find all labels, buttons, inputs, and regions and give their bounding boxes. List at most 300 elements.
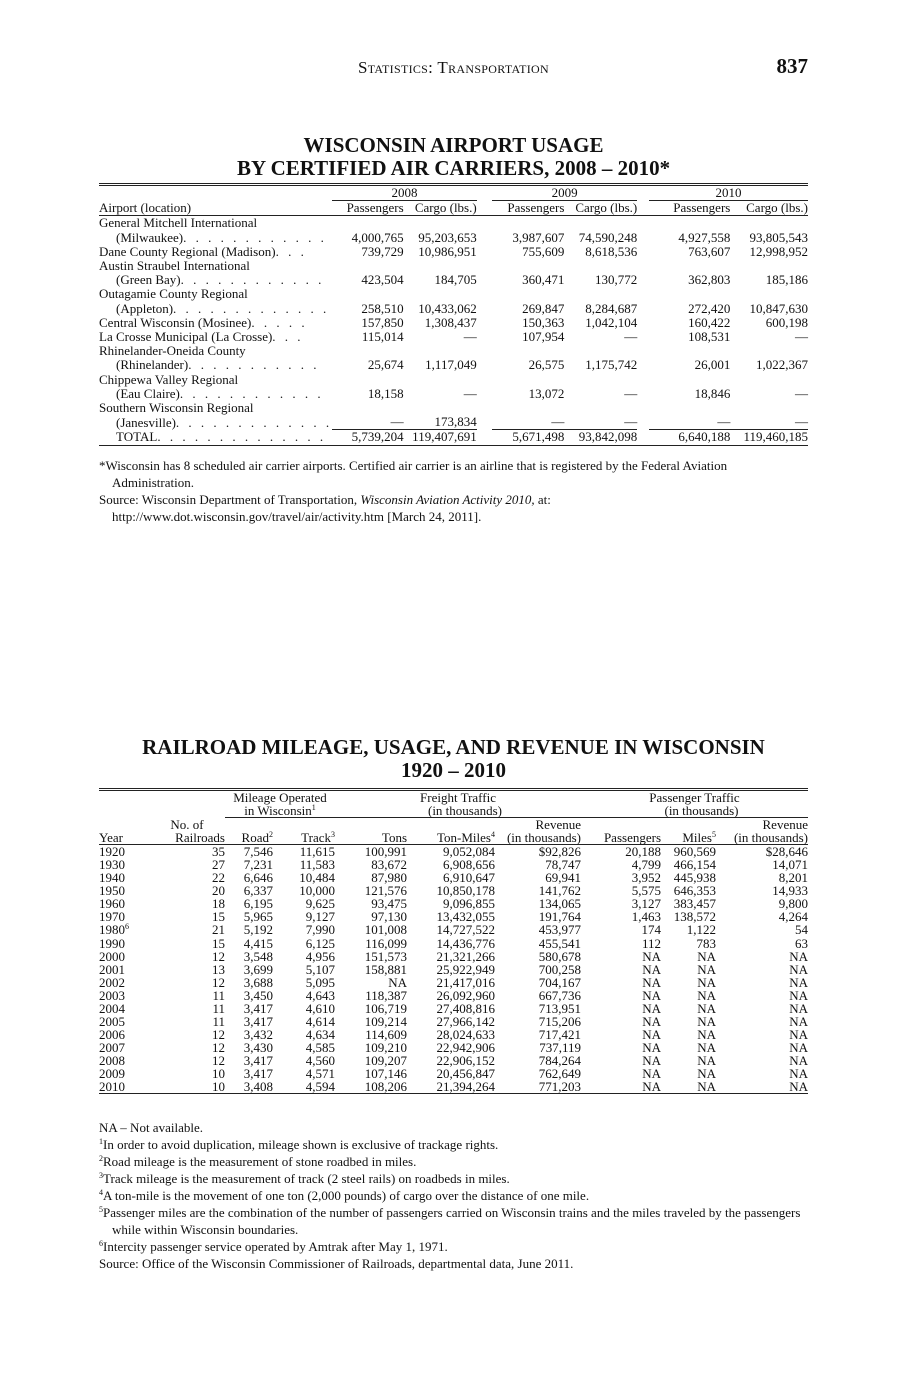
- year-text: 1940: [99, 870, 125, 886]
- cargo-2008: 173,834: [434, 414, 477, 430]
- airport-name-row: [99, 287, 808, 301]
- year-text: 2009: [99, 1065, 125, 1081]
- ton-miles: 26,092,960: [436, 987, 495, 1003]
- freight-revenue: 134,065: [538, 896, 581, 912]
- railroad-data-row: [99, 1002, 808, 1015]
- railroad-data-row: [99, 1028, 808, 1041]
- passenger-revenue: 14,933: [772, 883, 808, 899]
- railroads: 18: [212, 896, 225, 912]
- freight-revenue: 78,747: [545, 857, 581, 873]
- airport-source-title: Wisconsin Aviation Activity 2010,: [360, 492, 535, 507]
- footnote-marker: 5: [99, 1205, 103, 1214]
- passengers-2008: 18,158: [367, 385, 404, 401]
- passengers-2010: 4,927,558: [678, 229, 731, 245]
- col-cargo-2009: Cargo (lbs.): [575, 200, 638, 216]
- airport-column-header-row: [99, 201, 808, 216]
- airport-name-row: [99, 216, 808, 231]
- footnote-text: A ton-mile is the movement of one ton (2,000 pounds) of cargo over the distance of one mile.: [103, 1188, 590, 1203]
- cargo-2009: 130,772: [594, 272, 638, 288]
- passenger-miles: NA: [697, 1052, 716, 1068]
- airport-name-row: [99, 373, 808, 387]
- airport-data-row: [99, 316, 808, 330]
- total-passengers-2009: 5,671,498: [492, 430, 564, 445]
- passengers: 20,188: [625, 844, 661, 860]
- mileage-group-label: Mileage Operated: [233, 790, 327, 805]
- airport-source-url: http://www.dot.wisconsin.gov/travel/air/activity.htm [March 24, 2011].: [112, 509, 482, 524]
- passengers: NA: [642, 961, 661, 977]
- railroad-data-row: [99, 937, 808, 950]
- year-cell: [99, 845, 149, 859]
- footnote-marker: 4: [99, 1188, 103, 1197]
- track-miles: 4,585: [305, 1039, 335, 1055]
- passengers: NA: [642, 1013, 661, 1029]
- tons: 116,099: [365, 935, 407, 951]
- year-2008-header: 2008: [332, 185, 477, 201]
- total-passengers-2010: 6,640,188: [649, 430, 730, 445]
- mileage-group-sublabel: [225, 804, 335, 818]
- cargo-2010: —: [795, 385, 808, 401]
- col-passenger-revenue-l1: Revenue: [762, 817, 808, 833]
- year-text: 2000: [99, 948, 125, 964]
- airport-data-row: [99, 387, 808, 401]
- total-cargo-2009: 93,842,098: [564, 430, 637, 445]
- col-freight-revenue-l1: Revenue: [535, 817, 581, 833]
- passenger-revenue: NA: [789, 1039, 808, 1055]
- passenger-revenue: NA: [789, 1000, 808, 1016]
- passengers: 1,463: [631, 909, 661, 925]
- track-miles: 6,125: [305, 935, 335, 951]
- passengers-2008: 258,510: [361, 300, 404, 316]
- road-miles: 3,417: [243, 1065, 273, 1081]
- cargo-2010: 12,998,952: [749, 243, 808, 259]
- airport-name: Chippewa Valley Regional: [99, 371, 239, 387]
- cargo-2009: 8,618,536: [585, 243, 638, 259]
- railroad-footnote: [99, 1136, 808, 1153]
- railroad-data-row: [99, 976, 808, 989]
- railroad-data-row: [99, 1041, 808, 1054]
- airport-year-header-row: [99, 185, 808, 201]
- cargo-2009: 74,590,248: [578, 229, 638, 245]
- airport-location: [99, 231, 332, 245]
- passenger-revenue: 14,071: [772, 857, 808, 873]
- tons: 118,387: [365, 987, 407, 1003]
- railroad-header-row-2: [99, 831, 808, 845]
- col-cargo-2008: Cargo (lbs.): [414, 200, 477, 216]
- road-miles: 3,548: [243, 948, 273, 964]
- cargo-2009: —: [624, 329, 638, 345]
- ton-miles: 21,394,264: [436, 1079, 495, 1095]
- total-label-text: TOTAL: [116, 429, 158, 445]
- tons: 101,008: [364, 922, 407, 938]
- railroad-footnote: [99, 1255, 808, 1272]
- tons: 151,573: [364, 948, 407, 964]
- passengers-2010: 26,001: [694, 357, 731, 373]
- passengers-2010: 108,531: [688, 329, 731, 345]
- railroads: 11: [212, 987, 225, 1003]
- year-text: 1960: [99, 896, 125, 912]
- footnote-marker: 3: [99, 1171, 103, 1180]
- passengers: NA: [642, 1039, 661, 1055]
- passenger-revenue: 9,800: [778, 896, 808, 912]
- passenger-miles: 960,569: [673, 844, 716, 860]
- cargo-2008: —: [463, 385, 477, 401]
- col-track-text: Track: [301, 830, 331, 846]
- passenger-miles: NA: [697, 1079, 716, 1095]
- railroad-title-line2: 1920 – 2010: [401, 758, 506, 782]
- passengers-2010: —: [717, 414, 731, 430]
- tons: 107,146: [364, 1065, 407, 1081]
- passenger-miles: NA: [697, 1026, 716, 1042]
- passengers-2008: 739,729: [361, 243, 404, 259]
- cargo-2008: 1,308,437: [424, 314, 477, 330]
- airport-footnote-text-cont: Administration.: [112, 475, 194, 490]
- airport-name: Southern Wisconsin Regional: [99, 400, 254, 416]
- col-passengers-2008: Passengers: [346, 200, 404, 216]
- passenger-revenue: NA: [789, 1065, 808, 1081]
- airport-location-text: (Janesville): [116, 414, 176, 430]
- airport-total-row: [99, 430, 808, 445]
- ton-miles: 9,052,084: [443, 844, 495, 860]
- footnote-text: In order to avoid duplication, mileage shown is exclusive of trackage rights.: [103, 1137, 499, 1152]
- railroads: 10: [212, 1079, 225, 1095]
- airport-location-text: (Eau Claire): [116, 385, 180, 401]
- total-cargo-2010: 119,460,185: [730, 430, 808, 445]
- road-miles: 6,337: [243, 883, 273, 899]
- passengers-2010: 18,846: [694, 385, 731, 401]
- airport-notes: [99, 457, 808, 525]
- tons: 108,206: [364, 1079, 407, 1095]
- passengers-2010: 362,803: [688, 272, 731, 288]
- year-text: 1990: [99, 935, 125, 951]
- road-miles: 3,417: [243, 1013, 273, 1029]
- freight-revenue: 713,951: [538, 1000, 581, 1016]
- passengers: NA: [642, 1079, 661, 1095]
- airport-table-title: [0, 134, 907, 180]
- cargo-2009: —: [624, 414, 638, 430]
- dot-leader: . . . . . . . . . . . . .: [173, 300, 330, 316]
- railroads: 10: [212, 1065, 225, 1081]
- passenger-miles: 646,353: [673, 883, 716, 899]
- year-text: 2008: [99, 1052, 125, 1068]
- ton-miles: 6,908,656: [443, 857, 495, 873]
- passenger-miles: NA: [697, 1039, 716, 1055]
- railroads: 11: [212, 1013, 225, 1029]
- footnote-text: Road mileage is the measurement of stone roadbed in miles.: [103, 1154, 417, 1169]
- tons: 158,881: [364, 961, 407, 977]
- passengers: 5,575: [631, 883, 661, 899]
- passenger-revenue: NA: [789, 1079, 808, 1095]
- col-miles: [661, 831, 716, 845]
- dot-leader: . . . . . . . . . . .: [188, 357, 320, 373]
- footnote-text: Passenger miles are the combination of the number of passengers carried on Wisconsin trains and the miles traveled by the passengers while within Wisconsin boundaries.: [103, 1205, 801, 1237]
- cargo-2008: 184,705: [434, 272, 477, 288]
- freight-revenue: 737,119: [539, 1039, 581, 1055]
- year-text: 2004: [99, 1000, 125, 1016]
- miles-footnote-ref: 5: [712, 830, 716, 840]
- tons: 106,719: [364, 1000, 407, 1016]
- tons: 87,980: [371, 870, 407, 886]
- passengers: 3,952: [631, 870, 661, 886]
- footnote-marker: 1: [99, 1137, 103, 1146]
- railroad-footnote: [99, 1170, 808, 1187]
- passenger-miles: NA: [697, 987, 716, 1003]
- footnote-marker: 6: [99, 1239, 103, 1248]
- railroads: 15: [212, 935, 225, 951]
- airport-footnote: [99, 457, 808, 491]
- col-ton-miles-text: Ton-Miles: [437, 830, 491, 846]
- airport-source: [99, 491, 808, 525]
- track-miles: 4,571: [305, 1065, 335, 1081]
- col-cargo-2010: Cargo (lbs.): [746, 200, 808, 216]
- track-miles: 4,614: [305, 1013, 335, 1029]
- ton-miles: 14,727,522: [436, 922, 495, 938]
- cargo-2009: 1,042,104: [585, 314, 638, 330]
- passengers: NA: [642, 1000, 661, 1016]
- track-miles: 11,615: [299, 844, 335, 860]
- footnote-text: NA – Not available.: [99, 1120, 203, 1135]
- tons: 93,475: [371, 896, 407, 912]
- passenger-miles: 138,572: [673, 909, 716, 925]
- passenger-revenue: NA: [789, 1052, 808, 1068]
- year-text: 2003: [99, 987, 125, 1003]
- footnote-text: Source: Office of the Wisconsin Commissioner of Railroads, departmental data, June 2011.: [99, 1256, 574, 1271]
- passengers-2009: 107,954: [522, 329, 565, 345]
- passenger-miles: NA: [697, 1000, 716, 1016]
- col-passengers-2010: Passengers: [673, 200, 731, 216]
- passengers-2008: 25,674: [367, 357, 404, 373]
- year-text: 1930: [99, 857, 125, 873]
- railroads: 12: [212, 1039, 225, 1055]
- ton-miles: 27,966,142: [436, 1013, 495, 1029]
- road-miles: 3,417: [243, 1000, 273, 1016]
- railroad-table-title: [0, 736, 907, 782]
- track-miles: 11,583: [299, 857, 335, 873]
- airport-data-row: [99, 231, 808, 245]
- footnote-text: Intercity passenger service operated by Amtrak after May 1, 1971.: [103, 1239, 448, 1254]
- road-miles: 3,430: [243, 1039, 273, 1055]
- col-tons: Tons: [381, 830, 407, 846]
- passengers-2009: —: [551, 414, 565, 430]
- footnote-marker: 2: [99, 1154, 103, 1163]
- railroad-data-row: [99, 989, 808, 1002]
- passengers: 112: [641, 935, 661, 951]
- railroads: 11: [212, 1000, 225, 1016]
- passenger-miles: NA: [697, 961, 716, 977]
- year-2009-header: 2009: [492, 185, 637, 201]
- railroads: 21: [212, 922, 225, 938]
- road-miles: 5,192: [243, 922, 273, 938]
- railroad-data-row: [99, 963, 808, 976]
- road-miles: 5,965: [243, 909, 273, 925]
- railroads: 12: [212, 948, 225, 964]
- track-miles: 7,990: [305, 922, 335, 938]
- col-road-text: Road: [241, 830, 269, 846]
- railroads: 12: [212, 974, 225, 990]
- passenger-revenue: 4,264: [778, 909, 808, 925]
- passenger-miles: 466,154: [673, 857, 716, 873]
- tons: 109,210: [364, 1039, 407, 1055]
- freight-revenue: 771,203: [538, 1079, 581, 1095]
- cargo-2008: 1,117,049: [425, 357, 477, 373]
- ton-miles: 27,408,816: [436, 1000, 495, 1016]
- freight-revenue: 455,541: [538, 935, 581, 951]
- passengers-2008: 157,850: [361, 314, 404, 330]
- track-miles: 10,000: [299, 883, 335, 899]
- passengers-2009: 150,363: [522, 314, 565, 330]
- airport-usage-table: [99, 183, 808, 446]
- road-miles: 6,195: [243, 896, 273, 912]
- railroad-footnote: [99, 1187, 808, 1204]
- airport-location-text: Central Wisconsin (Mosinee): [99, 314, 252, 330]
- passenger-group-sublabel: (in thousands): [581, 804, 808, 818]
- track-miles: 4,594: [305, 1079, 335, 1095]
- airport-location: [99, 358, 332, 372]
- tons: 83,672: [371, 857, 407, 873]
- passengers: 4,799: [631, 857, 661, 873]
- track-miles: 5,107: [305, 961, 335, 977]
- cargo-2008: —: [463, 329, 477, 345]
- airport-location-text: (Green Bay): [116, 272, 181, 288]
- airport-title-line1: WISCONSIN AIRPORT USAGE: [303, 133, 604, 157]
- airport-name: General Mitchell International: [99, 215, 258, 231]
- railroads: 20: [212, 883, 225, 899]
- track-miles: 10,484: [299, 870, 335, 886]
- dot-leader: . . . . . . . . . . . .: [180, 272, 325, 288]
- airport-location: [99, 302, 332, 316]
- year-text: 1950: [99, 883, 125, 899]
- road-miles: 6,646: [243, 870, 273, 886]
- freight-group-sublabel: (in thousands): [335, 804, 581, 818]
- airport-location-text: La Crosse Municipal (La Crosse): [99, 329, 273, 345]
- dot-leader: . . . . . . . . . . . . . .: [157, 429, 327, 445]
- year-text: 2007: [99, 1039, 125, 1055]
- road-miles: 3,699: [243, 961, 273, 977]
- airport-name-row: [99, 259, 808, 273]
- passengers: NA: [642, 948, 661, 964]
- railroads: 13: [212, 961, 225, 977]
- railroads: 27: [212, 857, 225, 873]
- freight-revenue: 191,764: [538, 909, 581, 925]
- running-header: Statistics: Transportation: [357, 58, 549, 77]
- ton-miles: 14,436,776: [436, 935, 495, 951]
- airport-data-row: [99, 358, 808, 372]
- col-airport-header: Airport (location): [99, 200, 192, 216]
- railroad-footnote: [99, 1204, 808, 1238]
- track-miles: 5,095: [305, 974, 335, 990]
- year-text: 1970: [99, 909, 125, 925]
- airport-location-text: (Milwaukee): [116, 229, 184, 245]
- passenger-revenue: NA: [789, 974, 808, 990]
- airport-data-row: [99, 273, 808, 287]
- railroad-group-row-2: [99, 804, 808, 818]
- tons: 114,609: [365, 1026, 407, 1042]
- airport-location: [99, 273, 332, 287]
- year-text: 2006: [99, 1026, 125, 1042]
- freight-revenue: 784,264: [538, 1052, 581, 1068]
- airport-location: [99, 245, 332, 259]
- ton-miles: 21,321,266: [436, 948, 495, 964]
- passenger-miles: NA: [697, 1013, 716, 1029]
- cargo-2010: 1,022,367: [756, 357, 808, 373]
- cargo-2009: 8,284,687: [585, 300, 638, 316]
- ton-miles: 20,456,847: [436, 1065, 495, 1081]
- airport-name-row: [99, 401, 808, 415]
- railroad-data-row: [99, 950, 808, 963]
- ton-miles: 22,942,906: [436, 1039, 495, 1055]
- road-footnote-ref: 2: [269, 830, 273, 840]
- passengers-2009: 13,072: [528, 385, 565, 401]
- passenger-group-label: Passenger Traffic: [649, 790, 740, 805]
- track-miles: 9,127: [305, 909, 335, 925]
- dot-leader: . . . . . . . . . . . . .: [175, 414, 333, 430]
- passenger-revenue: $28,646: [765, 844, 808, 860]
- freight-revenue: 667,736: [538, 987, 581, 1003]
- passengers: NA: [642, 1052, 661, 1068]
- passengers: 174: [641, 922, 661, 938]
- passengers: NA: [642, 974, 661, 990]
- passengers-2009: 269,847: [522, 300, 565, 316]
- railroad-notes: [99, 1119, 808, 1272]
- year-text: 1980: [99, 922, 125, 938]
- cargo-2010: 185,186: [765, 272, 808, 288]
- freight-revenue: 717,421: [538, 1026, 581, 1042]
- track-miles: 4,956: [305, 948, 335, 964]
- freight-revenue: $92,826: [538, 844, 581, 860]
- railroads: 22: [212, 870, 225, 886]
- col-year: Year: [99, 830, 123, 846]
- passenger-miles: 445,938: [673, 870, 716, 886]
- freight-revenue: 453,977: [538, 922, 581, 938]
- railroad-data-row: [99, 845, 808, 859]
- track-footnote-ref: 3: [331, 830, 335, 840]
- col-road: [225, 831, 273, 845]
- passengers-2010: 160,422: [688, 314, 731, 330]
- total-label: [99, 430, 332, 445]
- passenger-revenue: NA: [789, 961, 808, 977]
- freight-revenue: 762,649: [538, 1065, 581, 1081]
- railroad-footnote: [99, 1153, 808, 1170]
- railroad-data-row: [99, 1080, 808, 1094]
- airport-source-suffix: at:: [534, 492, 551, 507]
- passenger-miles: NA: [697, 974, 716, 990]
- passengers-2008: 4,000,765: [351, 229, 404, 245]
- cargo-2010: 10,847,630: [749, 300, 808, 316]
- railroad-title-line1: RAILROAD MILEAGE, USAGE, AND REVENUE IN WISCONSIN: [142, 735, 765, 759]
- cargo-2010: 93,805,543: [749, 229, 808, 245]
- col-ton-miles: [407, 831, 495, 845]
- col-railroads: Railroads: [175, 830, 225, 846]
- track-miles: 9,625: [305, 896, 335, 912]
- ton-miles-footnote-ref: 4: [491, 830, 495, 840]
- airport-data-row: [99, 302, 808, 316]
- cargo-2009: 1,175,742: [585, 357, 638, 373]
- airport-data-row: [99, 330, 808, 344]
- freight-revenue: 700,258: [538, 961, 581, 977]
- passenger-miles: 383,457: [673, 896, 716, 912]
- passenger-revenue: NA: [789, 987, 808, 1003]
- mileage-sublabel-text: in Wisconsin: [244, 803, 312, 819]
- passengers-2009: 26,575: [528, 357, 565, 373]
- track-miles: 4,610: [305, 1000, 335, 1016]
- passenger-miles: NA: [697, 1065, 716, 1081]
- freight-revenue: 580,678: [538, 948, 581, 964]
- col-passenger-revenue-l2: (in thousands): [733, 830, 808, 846]
- dot-leader: . . . . . . . . . . . .: [179, 385, 324, 401]
- passengers: NA: [642, 1026, 661, 1042]
- track-miles: 4,560: [305, 1052, 335, 1068]
- railroad-group-row-1: [99, 790, 808, 805]
- cargo-2008: 10,433,062: [418, 300, 477, 316]
